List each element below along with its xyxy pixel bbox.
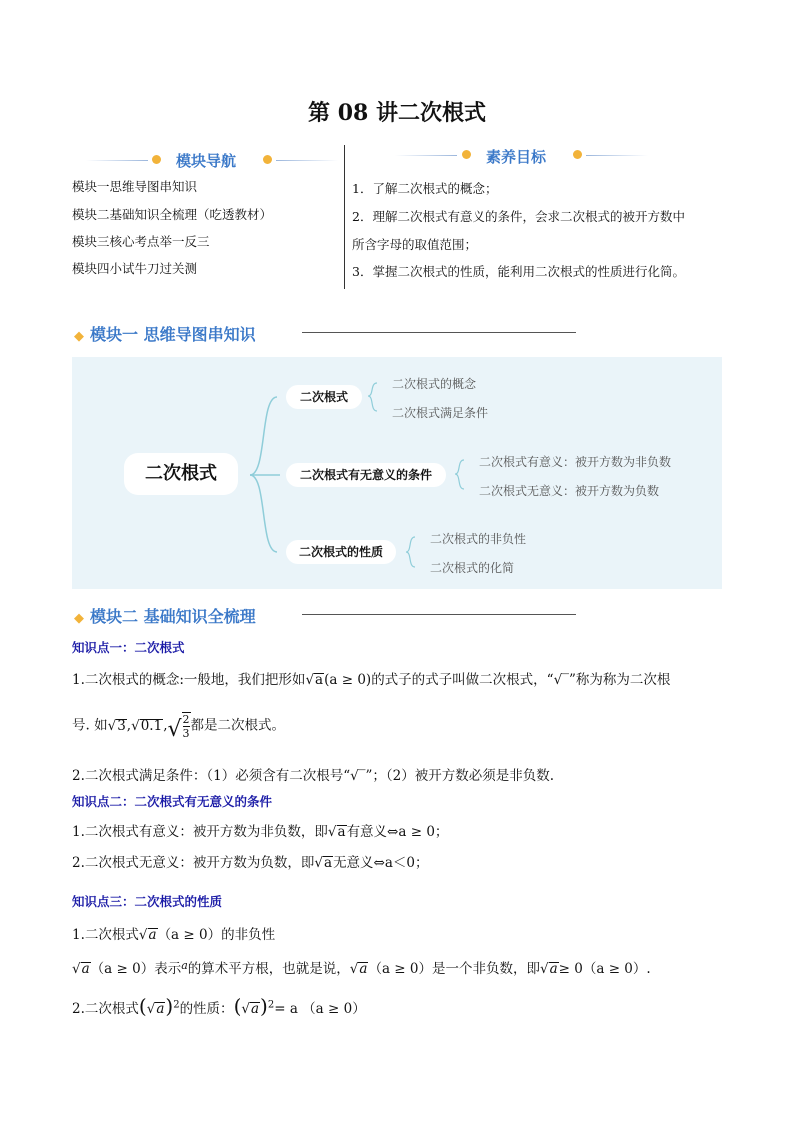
text: （a ≥ 0）是一个非负数，即 (368, 961, 540, 977)
radicand: a (81, 961, 90, 977)
mind-map-leaf: 二次根式的概念 (392, 377, 477, 391)
mind-map-leaf: 二次根式有意义：被开方数为非负数 (479, 455, 672, 469)
mind-map-leaf: 二次根式无意义：被开方数为负数 (479, 484, 660, 498)
sqrt-icon: √ (138, 927, 148, 943)
section-title: 模块二 基础知识全梳理 (90, 607, 256, 626)
numerator: 2 (182, 713, 190, 726)
mind-map-leaf: 二次根式满足条件 (392, 406, 489, 420)
radicand: a (337, 824, 346, 840)
sqrt-icon: √ (72, 961, 81, 977)
radicand: a (315, 672, 324, 688)
text: 的算术平方根，也就是说， (187, 961, 350, 977)
radicand: 3 (117, 717, 126, 734)
text: ≥ 0（a ≥ 0）. (558, 961, 651, 977)
header-line (276, 160, 338, 161)
radicand: a (549, 961, 558, 977)
mind-map-leaf: 二次根式的非负性 (430, 532, 527, 546)
page-title: 第 08 讲二次根式 (308, 100, 486, 126)
nav-item[interactable]: 模块一思维导图串知识 (72, 179, 198, 194)
header-line (586, 155, 648, 156)
header-line (395, 155, 457, 156)
mind-map-branch: 二次根式 (286, 385, 362, 409)
column-divider (344, 145, 345, 289)
radicand: a (250, 1001, 260, 1017)
goal-item: 1．了解二次根式的概念； (352, 181, 498, 196)
header-line (86, 160, 148, 161)
diamond-icon: ◆ (74, 329, 84, 344)
text: = a （a ≥ 0） (274, 1001, 366, 1017)
paren-icon: ( (233, 994, 242, 1018)
sqrt-icon: √ (131, 717, 140, 734)
exponent: 2 (267, 999, 275, 1011)
radicand: a (156, 1001, 165, 1017)
text: 的式子的式子叫做二次根式，“ (371, 672, 554, 688)
knowledge-point-heading: 知识点二：二次根式有无意义的条件 (72, 794, 273, 809)
radicand: a (359, 961, 368, 977)
header-dot (462, 150, 471, 159)
sqrt-icon: √ (107, 717, 117, 734)
mind-map-root: 二次根式 (124, 453, 238, 495)
diamond-icon: ◆ (74, 611, 84, 626)
sqrt-icon: √ (349, 961, 359, 977)
paragraph: 2.二次根式满足条件：（1）必须含有二次根号“√‾”；（2）被开方数必须是非负数. (72, 768, 555, 784)
mind-map-branch: 二次根式有无意义的条件 (286, 463, 446, 487)
condition: (a ≥ 0) (324, 672, 372, 688)
section-heading (74, 604, 256, 627)
text: 有意义⇔a ≥ 0； (346, 824, 449, 840)
sqrt-icon: √ (540, 961, 549, 977)
section-rule (302, 332, 576, 333)
text: （a ≥ 0）表示 (90, 961, 182, 977)
text: （a ≥ 0）的非负性 (157, 927, 276, 943)
paren-icon: ) (260, 994, 268, 1018)
nav-item[interactable]: 模块三核心考点举一反三 (72, 234, 210, 249)
section-heading (74, 322, 256, 345)
nav-header: 模块导航 (176, 152, 237, 170)
text: 1.二次根式 (72, 927, 139, 943)
mind-map-branch: 二次根式的性质 (286, 540, 396, 564)
variable: a (181, 959, 188, 972)
paren-icon: ( (138, 994, 147, 1018)
header-dot (263, 155, 272, 164)
paragraph (72, 923, 732, 943)
text: 2.二次根式 (72, 1001, 139, 1017)
sqrt-icon: √ (305, 672, 315, 688)
sqrt-icon: √ (146, 1001, 156, 1017)
mind-map-leaf: 二次根式的化简 (430, 561, 515, 575)
paren-icon: ) (165, 994, 174, 1018)
text: 都是二次根式。 (190, 717, 286, 734)
paragraph (72, 994, 732, 1018)
text: 2.二次根式无意义：被开方数为负数，即 (72, 855, 315, 871)
goal-item: 所含字母的取值范围； (352, 237, 478, 252)
header-dot (152, 155, 161, 164)
radicand: 0.1 (140, 717, 163, 734)
nav-item[interactable]: 模块二基础知识全梳理（吃透教材） (72, 207, 273, 222)
paragraph: 号. 如√3,√0.1,√ $\frac{2}{3}$ 都是二次根式。 (72, 713, 286, 742)
text: 1.二次根式有意义：被开方数为非负数，即 (72, 824, 328, 840)
text: ”称为称为二次根 (568, 672, 671, 688)
text: 的性质： (179, 1001, 234, 1017)
radicand: a (148, 927, 157, 943)
goal-item: 3．掌握二次根式的性质，能利用二次根式的性质进行化简。 (352, 264, 685, 279)
header-dot (573, 150, 582, 159)
goals-header: 素养目标 (486, 148, 547, 166)
sqrt-icon: √ (314, 855, 323, 871)
goal-item: 2．理解二次根式有意义的条件，会求二次根式的被开方数中 (352, 209, 685, 224)
sqrt-icon: √ (167, 716, 182, 742)
text: 号. 如 (72, 717, 108, 734)
paragraph (72, 820, 732, 840)
sqrt-icon: √ (241, 1001, 250, 1017)
denominator: 3 (182, 727, 190, 740)
text: 1.二次根式的概念:一般地，我们把形如 (72, 672, 306, 688)
text: 无意义⇔a＜0； (333, 855, 429, 871)
knowledge-point-heading: 知识点三：二次根式的性质 (72, 894, 223, 909)
paragraph (72, 851, 732, 871)
fraction (182, 712, 191, 740)
exponent: 2 (173, 999, 180, 1011)
section-title: 模块一 思维导图串知识 (90, 325, 256, 344)
knowledge-point-heading: 知识点一：二次根式 (72, 640, 185, 655)
radicand: a (324, 855, 333, 871)
nav-item[interactable]: 模块四小试牛刀过关测 (72, 261, 198, 276)
sqrt-icon: √‾ (553, 672, 569, 688)
mind-map (72, 357, 722, 589)
paragraph (72, 957, 732, 977)
sqrt-icon: √ (327, 824, 337, 840)
paragraph (72, 668, 732, 688)
section-rule (302, 614, 576, 615)
